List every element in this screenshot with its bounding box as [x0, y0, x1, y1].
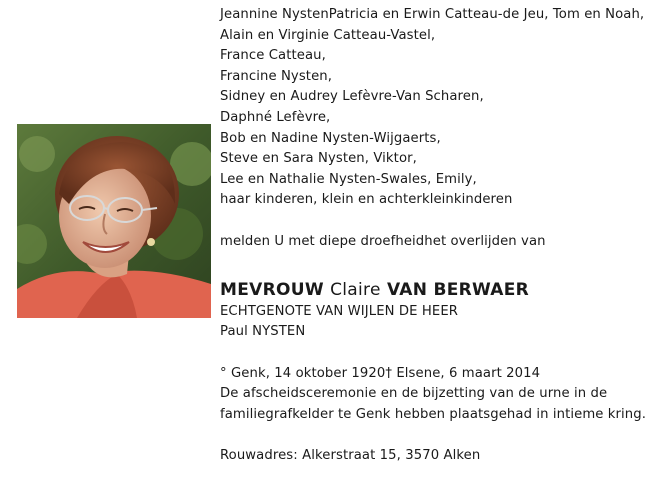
- relatives-line-3: France Catteau,: [220, 48, 326, 64]
- address-text: Rouwadres: Alkerstraat 15, 3570 Alken: [220, 447, 481, 463]
- relatives-line-7: Bob en Nadine Nysten-Wijgaerts,: [220, 130, 441, 146]
- deceased-title: MEVROUW: [220, 279, 324, 300]
- deceased-name: [220, 279, 665, 302]
- relatives-line-8: Steve en Sara Nysten, Viktor,: [220, 151, 417, 167]
- spouse-line-1: ECHTGENOTE VAN WIJLEN DE HEER: [220, 303, 459, 319]
- dates-text: ° Genk, 14 oktober 1920† Elsene, 6 maart 2014: [220, 365, 541, 381]
- relatives-line-2: Alain en Virginie Catteau-Vastel,: [220, 27, 436, 43]
- relatives-line-9: Lee en Nathalie Nysten-Swales, Emily,: [220, 171, 477, 187]
- spouse-line-2: Paul NYSTEN: [220, 324, 306, 340]
- announcement-text: melden U met diepe droefheidhet overlijden van: [220, 233, 546, 249]
- deceased-surname: VAN BERWAER: [386, 279, 530, 300]
- portrait-image: [17, 124, 211, 318]
- ceremony-line-2: familiegrafkelder te Genk hebben plaatsgehad in intieme kring.: [220, 406, 647, 422]
- portrait-photo: [17, 124, 211, 318]
- relatives-line-4: Francine Nysten,: [220, 68, 333, 84]
- relatives-line-6: Daphné Lefèvre,: [220, 109, 331, 125]
- ceremony-line-1: De afscheidsceremonie en de bijzetting van de urne in de: [220, 386, 608, 402]
- relatives-line-5: Sidney en Audrey Lefèvre-Van Scharen,: [220, 89, 484, 105]
- obituary-text: [220, 5, 665, 466]
- deceased-given-name: Claire: [330, 279, 381, 300]
- relatives-line-10: haar kinderen, klein en achterkleinkinderen: [220, 192, 513, 208]
- relatives-line-1: Jeannine NystenPatricia en Erwin Catteau-de Jeu, Tom en Noah,: [220, 7, 645, 22]
